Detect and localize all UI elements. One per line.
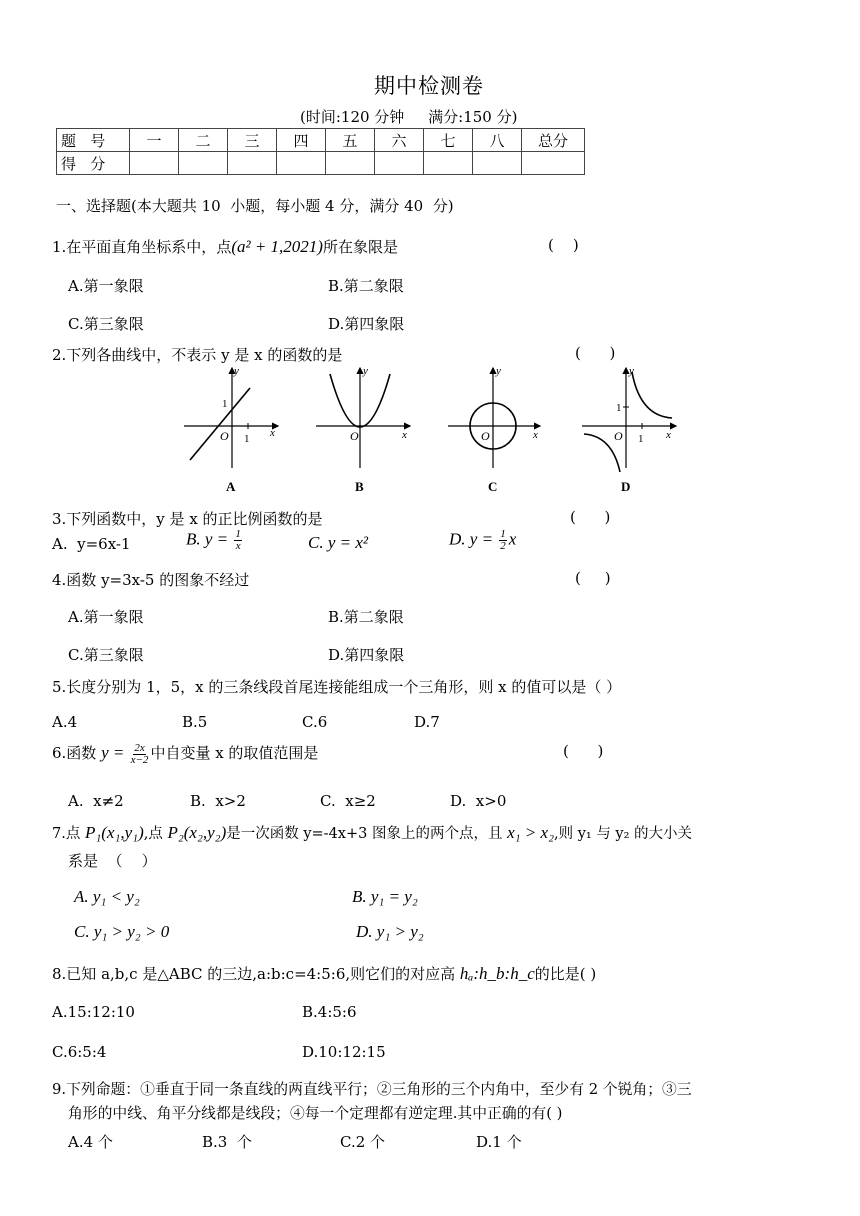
option-a[interactable]: A.第一象限 xyxy=(68,277,144,295)
option-a[interactable]: A.第一象限 xyxy=(68,608,144,626)
question-6-stem: 6.函数 y = $\frac{2x}{x-2}$ 中自变量 x 的取值范围是 xyxy=(52,741,319,766)
answer-paren[interactable]: ( ) xyxy=(570,508,611,526)
option-a[interactable]: A.4 个 xyxy=(68,1133,113,1151)
graph-label-a: A xyxy=(226,479,236,494)
score-cell[interactable] xyxy=(424,152,473,175)
svg-text:y: y xyxy=(234,365,239,377)
svg-text:O: O xyxy=(481,429,490,443)
question-2-stem: 2.下列各曲线中，不表示 y 是 x 的函数的是 xyxy=(52,346,343,364)
score-table-score-row xyxy=(57,152,585,175)
graph-label-c: C xyxy=(488,479,498,494)
option-d[interactable]: D.1 个 xyxy=(476,1133,522,1151)
question-4-stem: 4.函数 y=3x-5 的图象不经过 xyxy=(52,571,250,589)
score-table-header-row xyxy=(57,129,585,152)
option-c[interactable]: C. y₁ > y₂ > 0 xyxy=(74,922,170,941)
answer-paren[interactable]: ( ) xyxy=(575,569,611,587)
graph-d-hyperbola xyxy=(582,365,676,494)
option-d[interactable]: D. x>0 xyxy=(450,792,507,810)
table-cell: 七 xyxy=(424,129,473,152)
question-5-stem: 5.长度分别为 1，5，x 的三条线段首尾连接能组成一个三角形，则 x 的值可以是（ ） xyxy=(52,678,622,696)
graph-label-b: B xyxy=(355,479,364,494)
svg-text:y: y xyxy=(629,365,634,377)
exam-subtitle: (时间:120 分钟 满分:150 分) xyxy=(300,108,518,126)
question-8-stem: 8.已知 a,b,c 是△ABC 的三边,a:b:c=4:5:6,则它们的对应高 hₐ:h_b:h_c的比是( ) xyxy=(52,964,597,983)
q2-graphs xyxy=(170,360,690,500)
option-b[interactable]: B. y = $\frac{1}{x}$ xyxy=(186,528,241,552)
option-d[interactable]: D. y₁ > y₂ xyxy=(356,922,424,941)
option-b[interactable]: B.第二象限 xyxy=(328,608,404,626)
svg-text:O: O xyxy=(220,429,229,443)
table-cell: 总分 xyxy=(522,129,585,152)
answer-paren[interactable]: ( ) xyxy=(548,236,579,254)
option-b[interactable]: B. x>2 xyxy=(190,792,246,810)
graph-b-parabola xyxy=(316,365,410,494)
graph-c-circle xyxy=(448,365,540,494)
option-b[interactable]: B. y₁ = y₂ xyxy=(352,887,418,906)
option-c[interactable]: C.第三象限 xyxy=(68,646,144,664)
option-c[interactable]: C.第三象限 xyxy=(68,315,144,333)
question-9-line1: 9.下列命题：①垂直于同一条直线的两直线平行；②三角形的三个内角中，至少有 2 个锐角；③三 xyxy=(52,1081,692,1098)
score-cell[interactable] xyxy=(130,152,179,175)
svg-text:x: x xyxy=(666,429,671,441)
question-text: 所在象限是 xyxy=(322,238,398,256)
question-3-stem: 3.下列函数中，y 是 x 的正比例函数的是 xyxy=(52,510,323,528)
score-cell[interactable] xyxy=(522,152,585,175)
svg-text:1: 1 xyxy=(222,398,228,410)
math-expression: (a² + 1,2021) xyxy=(231,237,323,256)
table-cell: 三 xyxy=(228,129,277,152)
option-b[interactable]: B.3 个 xyxy=(202,1133,252,1151)
svg-text:1: 1 xyxy=(638,433,644,445)
score-cell[interactable] xyxy=(326,152,375,175)
option-a[interactable]: A. y₁ < y₂ xyxy=(74,887,140,906)
section-heading: 一、选择题(本大题共 10 小题，每小题 4 分，满分 40 分) xyxy=(56,197,454,215)
svg-text:O: O xyxy=(350,429,359,443)
table-cell: 八 xyxy=(473,129,522,152)
question-7-line1: 7.点 P₁(x₁,y₁),点 P₂(x₂,y₂)是一次函数 y=-4x+3 图象上的两个点，且 x₁ > x₂,则 y₁ 与 y₂ 的大小关 xyxy=(52,823,693,842)
option-b[interactable]: B.5 xyxy=(182,713,208,731)
svg-text:1: 1 xyxy=(244,433,250,445)
page-title: 期中检测卷 xyxy=(374,74,484,98)
question-text: 1.在平面直角坐标系中，点 xyxy=(52,238,232,256)
option-d[interactable]: D.第四象限 xyxy=(328,315,405,333)
option-d[interactable]: D.10:12:15 xyxy=(302,1043,386,1061)
score-cell[interactable] xyxy=(473,152,522,175)
score-cell[interactable] xyxy=(277,152,326,175)
svg-text:x: x xyxy=(402,429,407,441)
score-cell[interactable] xyxy=(375,152,424,175)
graph-label-d: D xyxy=(621,479,631,494)
table-cell: 题 号 xyxy=(57,129,130,152)
score-cell[interactable] xyxy=(179,152,228,175)
table-cell: 六 xyxy=(375,129,424,152)
score-table xyxy=(56,128,585,175)
option-a[interactable]: A.4 xyxy=(52,713,78,731)
svg-text:O: O xyxy=(614,429,623,443)
score-cell[interactable] xyxy=(228,152,277,175)
svg-text:x: x xyxy=(533,429,538,441)
table-cell: 一 xyxy=(130,129,179,152)
question-7-line2: 系是 （ ） xyxy=(68,852,157,870)
question-1-stem xyxy=(52,236,398,257)
option-a[interactable]: A.15:12:10 xyxy=(52,1003,135,1021)
answer-paren[interactable]: ( ) xyxy=(575,344,616,362)
option-d[interactable]: D.第四象限 xyxy=(328,646,405,664)
option-c[interactable]: C.2 个 xyxy=(340,1133,386,1151)
option-b[interactable]: B.4:5:6 xyxy=(302,1003,357,1021)
option-d[interactable]: D. y = $\frac{1}{2}$ x xyxy=(449,528,517,552)
question-9-line2: 角形的中线、角平分线都是线段；④每一个定理都有逆定理.其中正确的有( ) xyxy=(68,1105,563,1122)
table-cell: 得 分 xyxy=(57,152,130,175)
answer-paren[interactable]: ( ) xyxy=(563,742,604,760)
option-c[interactable]: C. y = x² xyxy=(308,533,368,552)
option-b[interactable]: B.第二象限 xyxy=(328,277,404,295)
svg-text:x: x xyxy=(270,427,275,439)
option-d[interactable]: D.7 xyxy=(414,713,440,731)
option-a[interactable]: A. y=6x-1 xyxy=(52,535,131,553)
option-c[interactable]: C. x≥2 xyxy=(320,792,376,810)
table-cell: 二 xyxy=(179,129,228,152)
table-cell: 五 xyxy=(326,129,375,152)
option-a[interactable]: A. x≠2 xyxy=(68,792,124,810)
svg-text:1: 1 xyxy=(616,402,622,414)
table-cell: 四 xyxy=(277,129,326,152)
option-c[interactable]: C.6:5:4 xyxy=(52,1043,107,1061)
option-c[interactable]: C.6 xyxy=(302,713,328,731)
svg-text:y: y xyxy=(496,365,501,377)
graph-a-line xyxy=(184,365,278,494)
svg-text:y: y xyxy=(363,365,368,377)
